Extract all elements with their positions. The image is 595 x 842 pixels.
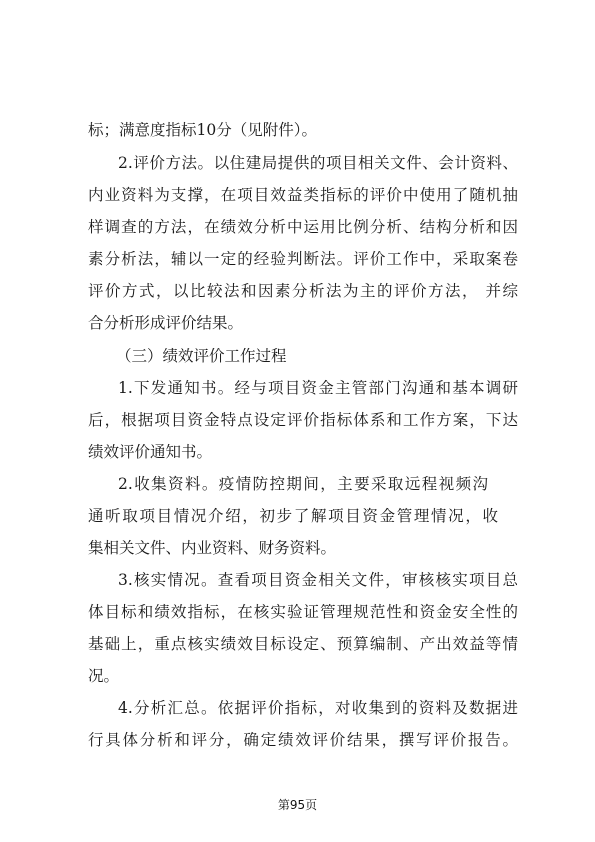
- page-number: 第95页: [277, 798, 318, 812]
- paragraph-line: 2.收集资料。疫情防控期间，主要采取远程视频沟: [118, 475, 488, 493]
- paragraph-line: 通听取项目情况介绍，初步了解项目资金管理情况，收: [88, 507, 498, 525]
- paragraph-line: 绩效评价通知书。: [88, 443, 213, 461]
- paragraph-line: 基础上，重点核实绩效目标设定、预算编制、产出效益等情: [88, 635, 518, 653]
- paragraph-line: 2.评价方法。以住建局提供的项目相关文件、会计资料、: [118, 154, 518, 172]
- paragraph-line: 集相关文件、内业资料、财务资料。: [88, 539, 337, 557]
- paragraph-line: 1.下发通知书。经与项目资金主管部门沟通和基本调研: [118, 379, 518, 397]
- section-heading: （三）绩效评价工作过程: [116, 347, 287, 365]
- paragraph-line: 3.核实情况。查看项目资金相关文件，审核核实项目总: [118, 571, 518, 589]
- paragraph-line: 后，根据项目资金特点设定评价指标体系和工作方案，下达: [88, 411, 518, 429]
- paragraph-line: 体目标和绩效指标，在核实验证管理规范性和资金安全性的: [88, 603, 518, 621]
- paragraph-line: 评价方式，以比较法和因素分析法为主的评价方法， 并综: [88, 282, 518, 300]
- paragraph-line: 样调查的方法，在绩效分析中运用比例分析、结构分析和因: [88, 218, 518, 236]
- paragraph-line: 行具体分析和评分，确定绩效评价结果，撰写评价报告。: [88, 731, 518, 749]
- paragraph-line: 内业资料为支撑，在项目效益类指标的评价中使用了随机抽: [88, 186, 518, 204]
- paragraph-line: 合分析形成评价结果。: [88, 314, 244, 332]
- paragraph-line: 素分析法，辅以一定的经验判断法。评价工作中，采取案卷: [88, 250, 518, 268]
- paragraph-line: 标；满意度指标10分（见附件）。: [88, 121, 317, 139]
- paragraph-line: 4.分析汇总。依据评价指标，对收集到的资料及数据进: [118, 699, 518, 717]
- paragraph-line: 况。: [88, 667, 120, 685]
